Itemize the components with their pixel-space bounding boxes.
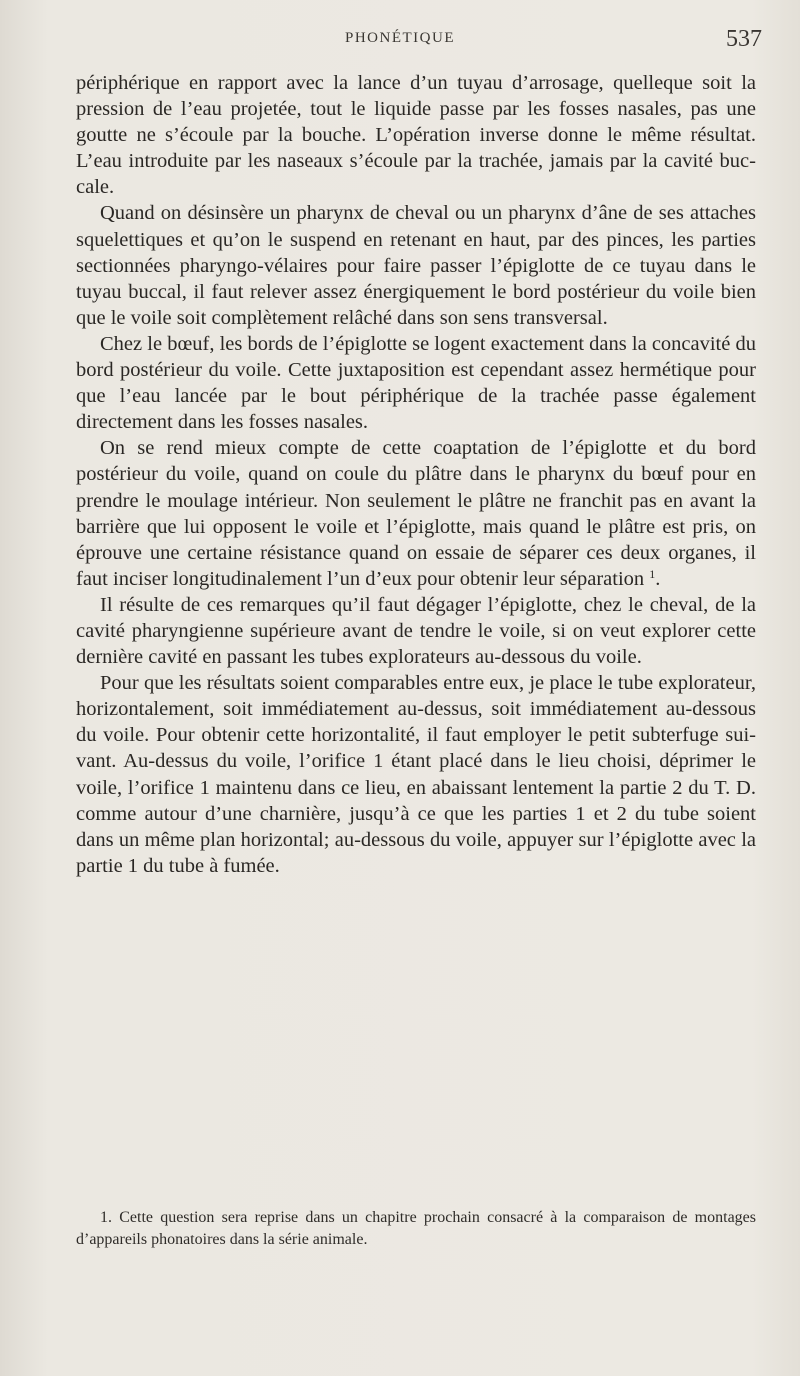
footnote: 1. Cette question sera reprise dans un chapitre prochain consacré à la comparaison de montages d’appareils phonatoires dans la série animale. [76,1209,756,1248]
running-head [0,28,800,52]
body-text [76,70,756,879]
running-head-title: PHONÉTIQUE [345,30,455,46]
paragraph-3: Chez le bœuf, les bords de l’épiglotte se logent exactement dans la concavité du bord postérieur du voile. Cette juxtaposition est cependant assez hermétique pour que l’eau lancée par le bout périphérique de la trachée passe également directement dans les fosses nasales. [76,332,756,434]
paragraph-2: Quand on désinsère un pharynx de cheval ou un pharynx d’âne de ses attaches squelettiques et qu’on le suspend en retenant en haut, par des pinces, les parties sectionnées pharyngo-vélaires pour faire passer l’épiglotte de ce tuyau dans le tuyau buccal, il faut relever assez énergiquement le bord postérieur du voile bien que le voile soit complètement relâché dans son sens transversal. [76,202,756,329]
paragraph-5: Il résulte de ces remarques qu’il faut dégager l’épiglotte, chez le cheval, de la cavité pharyngienne supérieure avant de tendre le voile, si on veut explorer cette dernière cavité en passant les tubes explorateurs au-dessous du voile. [76,593,756,669]
paragraph-6: Pour que les résultats soient comparables entre eux, je place le tube explorateur, horizontalement, soit immédiatement au-dessus, soit immédiatement au-dessous du voile. Pour obtenir cette horizontalité, il faut employer le petit subterfuge suivant. Au-dessus du voile, l’orifice 1 étant placé dans le lieu choisi, déprimer le voile, l’orifice 1 maintenu dans ce lieu, en abaissant lentement la partie 2 du T. D. comme autour d’une charnière, jusqu’à ce que les parties 1 et 2 du tube soient dans un même plan horizontal; au-dessous du voile, appuyer sur l’épiglotte avec la partie 1 du tube à fumée. [76,672,756,877]
footnote-reference: 1 [649,566,656,581]
paragraph-1: périphérique en rapport avec la lance d’un tuyau d’arrosage, quelleque soit la pression de l’eau projetée, tout le liquide passe par les fosses nasales, pas une goutte ne s’écoule par la bouche. L’opération inverse donne le même résultat. L’eau introduite par les naseaux s’écoule par la trachée, jamais par la cavité buccale. [76,72,756,199]
page-number: 537 [726,26,762,52]
paragraph-4-text: On se rend mieux compte de cette coaptation de l’épiglotte et du bord postérieur du voile, quand on coule du plâtre dans le pharynx du bœuf pour en prendre le moulage intérieur. Non seulement le plâtre ne franchit pas en avant la barrière que lui opposent le voile et l’épiglotte, mais quand le plâtre est pris, on éprouve une certaine résistance quand on essaie de séparer ces deux organes, il faut inciser longitudinalement l’un d’eux pour obtenir leur séparation [76,437,756,590]
paragraph-4-end: . [655,567,661,590]
paragraph-4 [76,435,756,592]
